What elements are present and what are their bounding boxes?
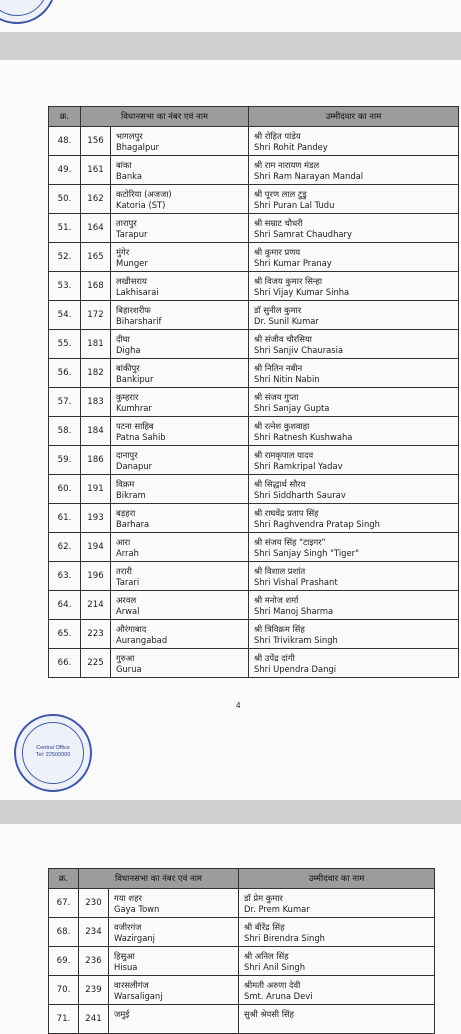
serial-number: 69. [49, 947, 79, 976]
constituency-name-hindi: औरंगाबाद [116, 623, 147, 634]
constituency-name-english: Warsaliganj [114, 990, 163, 1001]
candidate-name [239, 976, 435, 1005]
candidate-name-english: Shri Upendra Dangi [254, 663, 337, 674]
constituency-number: 225 [81, 649, 111, 678]
constituency-name-english: Gurua [116, 663, 142, 674]
constituency-name-hindi: आरा [116, 536, 131, 547]
constituency-number: 184 [81, 417, 111, 446]
serial-number: 55. [49, 330, 81, 359]
candidate-name-hindi: सुश्री श्रेयसी सिंह [244, 1008, 294, 1019]
candidate-name-english: Shri Birendra Singh [244, 932, 325, 943]
table-row [49, 243, 459, 272]
table-row [49, 591, 459, 620]
constituency-name-english [114, 1020, 238, 1031]
constituency-name-english: Hisua [114, 961, 138, 972]
header-serial: क्र. [49, 869, 79, 889]
candidate-name [249, 127, 459, 156]
candidate-name-hindi: श्री रोहित पांडेय [254, 130, 301, 141]
constituency-name [111, 156, 249, 185]
header-candidate: उम्मीदवार का नाम [249, 107, 459, 127]
constituency-name [111, 272, 249, 301]
candidate-name-english: Shri Manoj Sharma [254, 605, 334, 616]
constituency-name-english: Arwal [116, 605, 140, 616]
constituency-name [111, 127, 249, 156]
candidate-name-hindi: श्री पूरण लाल टुडु [254, 188, 307, 199]
header-serial: क्र. [49, 107, 81, 127]
candidate-name-english: Shri Samrat Chaudhary [254, 228, 352, 239]
candidate-name-hindi: श्री विजय कुमार सिन्हा [254, 275, 322, 286]
candidate-name-english [244, 1020, 434, 1031]
constituency-number: 165 [81, 243, 111, 272]
candidate-name [249, 272, 459, 301]
constituency-name [111, 185, 249, 214]
candidate-name-hindi: श्री कुमार प्रणय [254, 246, 301, 257]
constituency-name-hindi: बांकीपुर [116, 362, 140, 373]
table-row [49, 889, 435, 918]
page-number: 4 [236, 701, 241, 710]
table-row [49, 446, 459, 475]
table-header-row [49, 869, 435, 889]
constituency-name-english: Danapur [116, 460, 153, 471]
candidate-name-english: Shri Rohit Pandey [254, 141, 328, 152]
candidate-name [249, 649, 459, 678]
constituency-name-english: Munger [116, 257, 148, 268]
table-row [49, 359, 459, 388]
candidate-name-hindi: श्री रामकृपाल यादव [254, 449, 314, 460]
candidate-name [239, 889, 435, 918]
table-row [49, 301, 459, 330]
table-row [49, 947, 435, 976]
candidate-name-english: Shri Sanjay Singh "Tiger" [254, 547, 359, 558]
candidate-name [249, 214, 459, 243]
constituency-name [111, 620, 249, 649]
table-row [49, 533, 459, 562]
constituency-name-english: Wazirganj [114, 932, 155, 943]
table-header-row [49, 107, 459, 127]
constituency-name [111, 649, 249, 678]
constituency-name-english: Tarapur [116, 228, 148, 239]
candidate-name-english: Shri Anil Singh [244, 961, 306, 972]
constituency-name-english: Tarari [116, 576, 140, 587]
seal-line-2: Tel: 22500000 [35, 752, 71, 758]
constituency-number: 162 [81, 185, 111, 214]
table-row [49, 127, 459, 156]
constituency-name-english: Bikram [116, 489, 146, 500]
constituency-name-english: Katoria (ST) [116, 199, 166, 210]
constituency-number: 168 [81, 272, 111, 301]
table-row [49, 272, 459, 301]
candidate-table-next [48, 868, 435, 1034]
party-seal [14, 714, 92, 792]
candidate-name-hindi: श्री संजीव चौरसिया [254, 333, 312, 344]
table-row [49, 976, 435, 1005]
constituency-number: 196 [81, 562, 111, 591]
serial-number: 63. [49, 562, 81, 591]
constituency-number: 161 [81, 156, 111, 185]
constituency-name-english: Banka [116, 170, 143, 181]
constituency-number: 239 [79, 976, 109, 1005]
candidate-name-hindi: श्री अनिल सिंह [244, 950, 289, 961]
candidate-name-english: Shri Vishal Prashant [254, 576, 338, 587]
candidate-name [239, 947, 435, 976]
constituency-name [111, 330, 249, 359]
table-row [49, 504, 459, 533]
constituency-name-hindi: कुम्हरार [116, 391, 139, 402]
serial-number: 68. [49, 918, 79, 947]
candidate-name [249, 504, 459, 533]
constituency-number: 193 [81, 504, 111, 533]
constituency-name [109, 976, 239, 1005]
candidate-name [249, 591, 459, 620]
candidate-name-english: Shri Sanjay Gupta [254, 402, 330, 413]
constituency-name-hindi: लखीसराय [116, 275, 147, 286]
constituency-name [111, 533, 249, 562]
serial-number: 65. [49, 620, 81, 649]
constituency-name-english: Patna Sahib [116, 431, 166, 442]
constituency-name [109, 1005, 239, 1034]
constituency-number: 214 [81, 591, 111, 620]
constituency-name-hindi: तरारी [116, 565, 132, 576]
table-row [49, 475, 459, 504]
constituency-name-english: Kumhrar [116, 402, 152, 413]
constituency-name-hindi: बांका [116, 159, 132, 170]
constituency-name-hindi: कटोरिया (अजजा) [116, 188, 172, 199]
constituency-name [111, 243, 249, 272]
table-row [49, 649, 459, 678]
serial-number: 66. [49, 649, 81, 678]
candidate-name [249, 562, 459, 591]
constituency-name [111, 388, 249, 417]
constituency-name-english: Digha [116, 344, 141, 355]
table-row [49, 185, 459, 214]
header-constituency: विधानसभा का नंबर एवं नाम [81, 107, 249, 127]
constituency-name-english: Gaya Town [114, 903, 160, 914]
candidate-name-english: Shri Ratnesh Kushwaha [254, 431, 353, 442]
serial-number: 70. [49, 976, 79, 1005]
constituency-name-english: Lakhisarai [116, 286, 159, 297]
constituency-name [111, 504, 249, 533]
serial-number: 53. [49, 272, 81, 301]
constituency-name [111, 417, 249, 446]
candidate-name [249, 388, 459, 417]
candidate-name-hindi: डॉ सुनील कुमार [254, 304, 302, 315]
table-row [49, 330, 459, 359]
candidate-name [249, 185, 459, 214]
candidate-name [249, 417, 459, 446]
constituency-name [111, 562, 249, 591]
previous-page-fragment [0, 0, 461, 32]
constituency-number: 181 [81, 330, 111, 359]
table-row [49, 417, 459, 446]
constituency-name [109, 918, 239, 947]
serial-number: 56. [49, 359, 81, 388]
table-row [49, 156, 459, 185]
candidate-table-body [49, 889, 435, 1034]
constituency-name-hindi: तारापुर [116, 217, 137, 228]
candidate-name-hindi: श्री त्रिविक्रम सिंह [254, 623, 305, 634]
constituency-name-hindi: दानापुर [116, 449, 138, 460]
constituency-number: 164 [81, 214, 111, 243]
candidate-name-english: Shri Vijay Kumar Sinha [254, 286, 350, 297]
constituency-name-hindi: जमुई [114, 1008, 130, 1019]
constituency-name-english: Aurangabad [116, 634, 168, 645]
table-row [49, 388, 459, 417]
serial-number: 51. [49, 214, 81, 243]
candidate-name-english: Shri Trivikram Singh [254, 634, 338, 645]
candidate-name-hindi: श्री विशाल प्रशांत [254, 565, 306, 576]
constituency-number: 186 [81, 446, 111, 475]
candidate-name-english: Dr. Sunil Kumar [254, 315, 319, 326]
candidate-name-hindi: श्री नितिन नबीन [254, 362, 303, 373]
candidate-name-hindi: डॉ प्रेम कुमार [244, 892, 283, 903]
candidate-name-english: Dr. Prem Kumar [244, 903, 310, 914]
constituency-name [111, 446, 249, 475]
constituency-name [111, 475, 249, 504]
serial-number: 57. [49, 388, 81, 417]
constituency-number: 183 [81, 388, 111, 417]
constituency-name-hindi: बड़हरा [116, 507, 136, 518]
candidate-name [249, 156, 459, 185]
candidate-name-hindi: श्री बीरेंद्र सिंह [244, 921, 285, 932]
constituency-number: 156 [81, 127, 111, 156]
serial-number: 58. [49, 417, 81, 446]
candidate-name [249, 475, 459, 504]
candidate-name [249, 533, 459, 562]
document-page-5 [0, 824, 461, 1034]
candidate-name-english: Shri Ram Narayan Mandal [254, 170, 364, 181]
candidate-name [249, 359, 459, 388]
candidate-name [249, 301, 459, 330]
candidate-table-body [49, 127, 459, 678]
candidate-table [48, 106, 459, 678]
serial-number: 59. [49, 446, 81, 475]
serial-number: 49. [49, 156, 81, 185]
constituency-name-english: Biharsharif [116, 315, 162, 326]
candidate-name-hindi: श्री संजय गुप्ता [254, 391, 299, 402]
serial-number: 61. [49, 504, 81, 533]
table-row [49, 1005, 435, 1034]
serial-number: 64. [49, 591, 81, 620]
constituency-name-hindi: वजीरगंज [114, 921, 142, 932]
candidate-name [249, 243, 459, 272]
serial-number: 67. [49, 889, 79, 918]
candidate-name [239, 918, 435, 947]
constituency-name-english: Barhara [116, 518, 150, 529]
constituency-number: 191 [81, 475, 111, 504]
constituency-name-hindi: दीघा [116, 333, 130, 344]
constituency-name [109, 889, 239, 918]
candidate-name [249, 330, 459, 359]
document-page-4 [0, 60, 461, 800]
constituency-name [111, 359, 249, 388]
serial-number: 50. [49, 185, 81, 214]
candidate-name [239, 1005, 435, 1034]
serial-number: 54. [49, 301, 81, 330]
table-row [49, 562, 459, 591]
candidate-name-english: Shri Nitin Nabin [254, 373, 320, 384]
constituency-name-hindi: विक्रम [116, 478, 135, 489]
header-candidate: उम्मीदवार का नाम [239, 869, 435, 889]
candidate-name-english: Shri Siddharth Saurav [254, 489, 346, 500]
candidate-name-hindi: श्री सम्राट चौधरी [254, 217, 303, 228]
constituency-name-hindi: भागलपुर [116, 130, 143, 141]
constituency-number: 236 [79, 947, 109, 976]
candidate-name-hindi: श्री रत्नेश कुशवाहा [254, 420, 310, 431]
constituency-name [111, 301, 249, 330]
constituency-number: 230 [79, 889, 109, 918]
candidate-name-english: Shri Ramkripal Yadav [254, 460, 343, 471]
constituency-name-hindi: गुरुआ [116, 652, 135, 663]
constituency-number: 182 [81, 359, 111, 388]
candidate-name-hindi: श्री सिद्धार्थ सौरव [254, 478, 306, 489]
candidate-name-hindi: श्रीमती अरुणा देवी [244, 979, 301, 990]
party-seal-fragment [0, 0, 56, 24]
candidate-name-hindi: श्री मनोज शर्मा [254, 594, 299, 605]
seal-line-1: Central Office [36, 745, 70, 751]
constituency-name-hindi: मुंगेर [116, 246, 130, 257]
serial-number: 52. [49, 243, 81, 272]
constituency-name-english: Bhagalpur [116, 141, 160, 152]
constituency-name-hindi: वारसलीगंज [114, 979, 149, 990]
constituency-name [111, 214, 249, 243]
table-row [49, 620, 459, 649]
constituency-number: 234 [79, 918, 109, 947]
constituency-name-hindi: अरवल [116, 594, 137, 605]
constituency-name-hindi: पटना साहिब [116, 420, 154, 431]
serial-number: 71. [49, 1005, 79, 1034]
constituency-name-hindi: गया शहर [114, 892, 142, 903]
constituency-name-english: Arrah [116, 547, 139, 558]
candidate-name [249, 620, 459, 649]
candidate-name [249, 446, 459, 475]
constituency-name [111, 591, 249, 620]
table-row [49, 214, 459, 243]
constituency-name-hindi: हिसुआ [114, 950, 135, 961]
candidate-name-english: Shri Kumar Pranay [254, 257, 332, 268]
header-constituency: विधानसभा का नंबर एवं नाम [79, 869, 239, 889]
constituency-name-hindi: बिहारशरीफ [116, 304, 151, 315]
table-row [49, 918, 435, 947]
candidate-name-hindi: श्री राम नारायण मंडल [254, 159, 320, 170]
serial-number: 48. [49, 127, 81, 156]
constituency-number: 172 [81, 301, 111, 330]
serial-number: 62. [49, 533, 81, 562]
constituency-number: 241 [79, 1005, 109, 1034]
constituency-name-english: Bankipur [116, 373, 154, 384]
constituency-name [109, 947, 239, 976]
candidate-name-english: Shri Raghvendra Pratap Singh [254, 518, 380, 529]
candidate-name-hindi: श्री उपेंद्र दांगी [254, 652, 295, 663]
constituency-number: 223 [81, 620, 111, 649]
candidate-name-english: Shri Sanjiv Chaurasia [254, 344, 344, 355]
serial-number: 60. [49, 475, 81, 504]
candidate-name-english: Shri Puran Lal Tudu [254, 199, 335, 210]
constituency-number: 194 [81, 533, 111, 562]
candidate-name-hindi: श्री राघवेंद्र प्रताप सिंह [254, 507, 319, 518]
candidate-name-english: Smt. Aruna Devi [244, 990, 313, 1001]
candidate-name-hindi: श्री संजय सिंह "टाइगर" [254, 536, 326, 547]
